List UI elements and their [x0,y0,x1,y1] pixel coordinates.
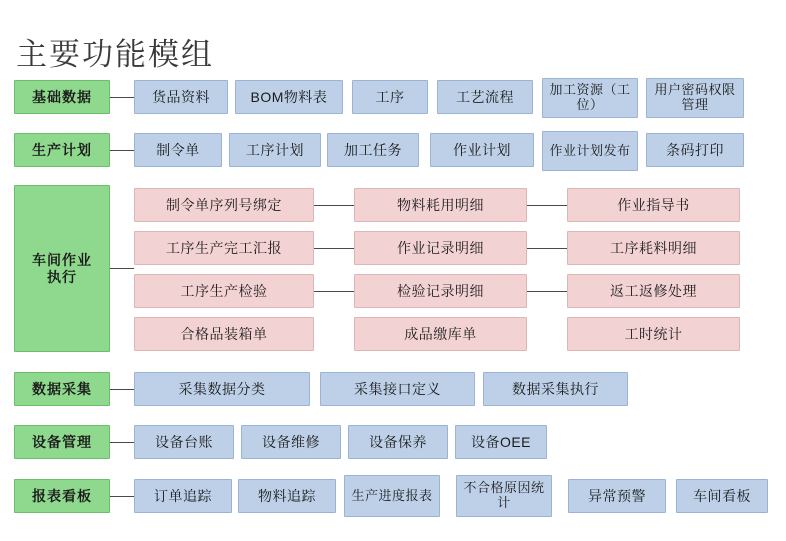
node-collection-interface-definition[interactable] [320,372,475,406]
node-label: 采集接口定义 [354,380,441,397]
node-order-serial-binding[interactable] [134,188,314,222]
node-label: 作业记录明细 [397,239,484,256]
node-abnormal-alert[interactable] [568,479,666,513]
node-label: 车间看板 [693,487,751,504]
node-craft-flow[interactable] [437,80,533,114]
node-label: 设备保养 [369,433,427,450]
node-shopfloor-dashboard[interactable] [676,479,768,513]
node-process[interactable] [352,80,428,114]
node-job-record-detail[interactable] [354,231,527,265]
node-material-tracking[interactable] [238,479,336,513]
category-basic-data[interactable] [14,80,110,114]
connector-row5 [110,442,134,443]
node-label: 不合格原因统计 [463,480,545,510]
node-label: 作业指导书 [617,196,690,213]
category-production-plan[interactable] [14,133,110,167]
node-job-plan-publish[interactable] [542,131,638,171]
node-label: 采集数据分类 [178,380,266,397]
node-equipment-maintenance[interactable] [241,425,341,459]
node-label: 物料耗用明细 [397,196,484,213]
category-label: 车间作业执行 [32,252,92,285]
node-label: 合格品装箱单 [180,325,268,342]
node-processing-task[interactable] [327,133,419,167]
node-goods-data[interactable] [134,80,228,114]
node-label: 检验记录明细 [397,282,484,299]
node-label: BOM物料表 [250,88,328,105]
node-processing-resource[interactable] [542,78,638,118]
node-label: 数据采集执行 [512,380,599,397]
connector-row3 [110,268,134,269]
node-label: 设备维修 [262,433,320,450]
node-label: 加工资源（工位） [549,82,631,112]
connector-row4 [110,389,134,390]
node-label: 加工任务 [344,141,402,158]
connector-r3c5 [527,248,567,249]
node-rework-repair[interactable] [567,274,740,308]
node-label: 制令单序列号绑定 [166,196,282,213]
node-equipment-oee[interactable] [455,425,547,459]
node-nonconformance-cause-statistics[interactable] [456,475,552,517]
node-data-collection-execution[interactable] [483,372,628,406]
connector-r3c6 [527,291,567,292]
node-label: 返工返修处理 [610,282,697,299]
node-label: 工序计划 [246,141,304,158]
node-process-completion-report[interactable] [134,231,314,265]
category-label: 设备管理 [32,433,92,450]
category-data-collection[interactable] [14,372,110,406]
connector-r3c2 [314,248,354,249]
node-process-material-detail[interactable] [567,231,740,265]
node-label: 设备台账 [155,433,213,450]
node-process-plan[interactable] [229,133,321,167]
node-work-instruction[interactable] [567,188,740,222]
node-label: 异常预警 [588,487,646,504]
node-label: 工艺流程 [456,88,514,105]
category-label: 生产计划 [32,141,92,158]
node-label: 成品缴库单 [404,325,477,342]
node-label: 工时统计 [624,325,683,342]
connector-row2 [110,150,134,151]
connector-r3c1 [314,205,354,206]
connector-r3c3 [314,291,354,292]
node-inspection-record-detail[interactable] [354,274,527,308]
category-label: 报表看板 [32,487,92,504]
page-title: 主要功能模组 [16,36,214,72]
node-qualified-packing-list[interactable] [134,317,314,351]
node-label: 货品资料 [152,88,210,105]
node-label: 条码打印 [666,141,724,158]
node-work-order[interactable] [134,133,222,167]
connector-row6 [110,496,134,497]
node-process-inspection[interactable] [134,274,314,308]
category-label: 基础数据 [32,88,92,105]
node-order-tracking[interactable] [134,479,232,513]
connector-r3c4 [527,205,567,206]
node-label: 工序 [375,88,405,105]
node-label: 生产进度报表 [351,487,433,503]
node-material-consumption-detail[interactable] [354,188,527,222]
node-equipment-ledger[interactable] [134,425,234,459]
category-equipment-management[interactable] [14,425,110,459]
node-label: 工序生产完工汇报 [166,239,282,256]
node-equipment-upkeep[interactable] [348,425,448,459]
category-report-dashboard[interactable] [14,479,110,513]
node-user-permission[interactable] [646,78,744,118]
category-shopfloor-execution[interactable] [14,185,110,352]
node-production-progress-report[interactable] [344,475,440,517]
node-label: 作业计划发布 [549,142,631,158]
node-job-plan[interactable] [430,133,534,167]
node-label: 订单追踪 [154,487,212,504]
node-label: 工序耗料明细 [610,239,697,256]
node-label: 设备OEE [470,433,532,450]
connector-row1 [110,97,134,98]
category-label: 数据采集 [32,380,92,397]
node-label: 工序生产检验 [180,282,268,299]
node-label: 作业计划 [453,141,511,158]
node-labor-hour-statistics[interactable] [567,317,740,351]
node-label: 制令单 [156,141,200,158]
node-label: 用户密码权限管理 [654,82,736,112]
node-label: 物料追踪 [258,487,316,504]
node-collection-data-category[interactable] [134,372,310,406]
node-bom-list[interactable] [235,80,343,114]
node-barcode-print[interactable] [646,133,744,167]
node-finished-goods-receipt[interactable] [354,317,527,351]
